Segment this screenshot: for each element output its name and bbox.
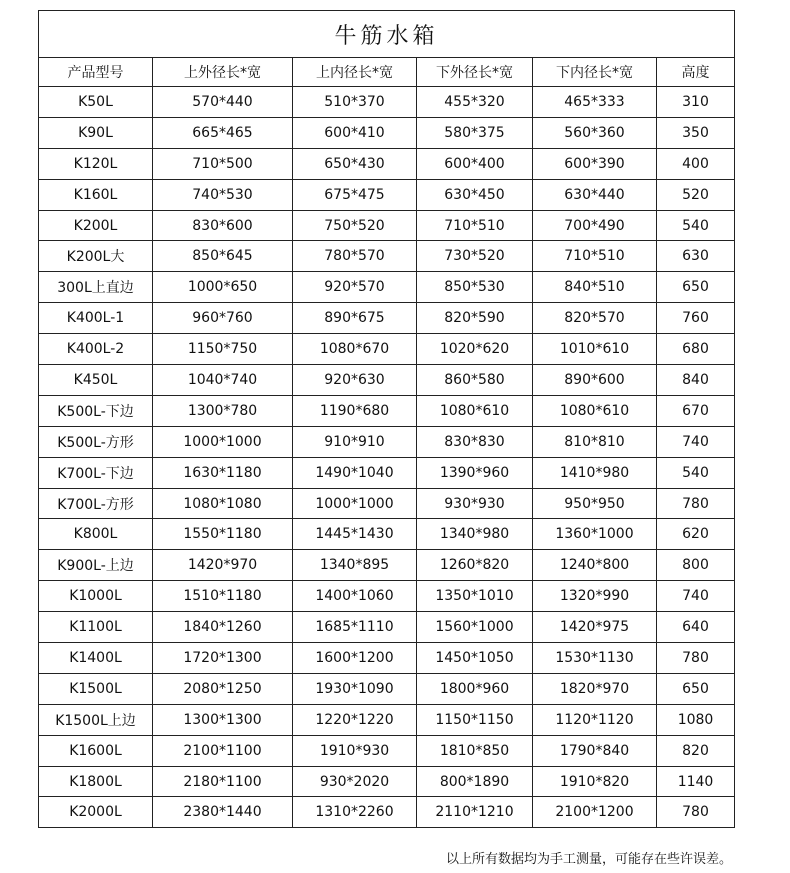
table-title: 牛筋水箱 xyxy=(39,11,735,58)
cell-top-outer: 665*465 xyxy=(153,117,293,148)
table-row xyxy=(39,210,735,241)
cell-height: 640 xyxy=(657,612,735,643)
cell-model: K160L xyxy=(39,179,153,210)
cell-bottom-inner: 1820*970 xyxy=(533,673,657,704)
cell-model: K500L-下边 xyxy=(39,395,153,426)
table-row xyxy=(39,457,735,488)
table-row xyxy=(39,365,735,396)
cell-bottom-inner: 600*390 xyxy=(533,148,657,179)
header-row xyxy=(39,58,735,87)
cell-top-outer: 1630*1180 xyxy=(153,457,293,488)
cell-height: 680 xyxy=(657,334,735,365)
table-body xyxy=(39,87,735,828)
cell-top-inner: 1190*680 xyxy=(293,395,417,426)
cell-height: 400 xyxy=(657,148,735,179)
header-bottom-inner: 下内径长*宽 xyxy=(533,58,657,87)
cell-height: 1140 xyxy=(657,766,735,797)
table-row xyxy=(39,735,735,766)
cell-bottom-inner: 1910*820 xyxy=(533,766,657,797)
table-row xyxy=(39,488,735,519)
cell-top-outer: 830*600 xyxy=(153,210,293,241)
table-row xyxy=(39,643,735,674)
cell-model: K500L-方形 xyxy=(39,426,153,457)
cell-height: 780 xyxy=(657,488,735,519)
table-row xyxy=(39,550,735,581)
table-row xyxy=(39,272,735,303)
cell-top-inner: 920*570 xyxy=(293,272,417,303)
cell-bottom-inner: 465*333 xyxy=(533,87,657,118)
cell-top-inner: 890*675 xyxy=(293,303,417,334)
cell-bottom-outer: 850*530 xyxy=(417,272,533,303)
table-row xyxy=(39,766,735,797)
header-top-inner: 上内径长*宽 xyxy=(293,58,417,87)
cell-bottom-inner: 1120*1120 xyxy=(533,704,657,735)
cell-height: 740 xyxy=(657,426,735,457)
cell-model: K1500L xyxy=(39,673,153,704)
cell-bottom-outer: 1350*1010 xyxy=(417,581,533,612)
table-row xyxy=(39,519,735,550)
cell-top-inner: 910*910 xyxy=(293,426,417,457)
cell-top-inner: 1340*895 xyxy=(293,550,417,581)
cell-height: 310 xyxy=(657,87,735,118)
cell-top-outer: 1510*1180 xyxy=(153,581,293,612)
cell-model: K800L xyxy=(39,519,153,550)
cell-bottom-inner: 810*810 xyxy=(533,426,657,457)
cell-height: 630 xyxy=(657,241,735,272)
cell-top-inner: 1685*1110 xyxy=(293,612,417,643)
cell-model: K1800L xyxy=(39,766,153,797)
spec-sheet xyxy=(38,10,734,828)
table-row xyxy=(39,673,735,704)
header-model: 产品型号 xyxy=(39,58,153,87)
cell-bottom-outer: 860*580 xyxy=(417,365,533,396)
cell-bottom-outer: 600*400 xyxy=(417,148,533,179)
cell-top-outer: 1720*1300 xyxy=(153,643,293,674)
table-row xyxy=(39,148,735,179)
cell-top-inner: 1220*1220 xyxy=(293,704,417,735)
cell-top-inner: 1445*1430 xyxy=(293,519,417,550)
cell-bottom-outer: 1390*960 xyxy=(417,457,533,488)
cell-height: 350 xyxy=(657,117,735,148)
cell-model: K1400L xyxy=(39,643,153,674)
cell-bottom-outer: 1340*980 xyxy=(417,519,533,550)
table-row xyxy=(39,612,735,643)
cell-height: 670 xyxy=(657,395,735,426)
cell-model: K2000L xyxy=(39,797,153,828)
cell-height: 650 xyxy=(657,272,735,303)
cell-bottom-inner: 840*510 xyxy=(533,272,657,303)
cell-height: 740 xyxy=(657,581,735,612)
cell-height: 540 xyxy=(657,210,735,241)
cell-top-outer: 570*440 xyxy=(153,87,293,118)
cell-bottom-outer: 730*520 xyxy=(417,241,533,272)
cell-model: K700L-方形 xyxy=(39,488,153,519)
cell-bottom-inner: 560*360 xyxy=(533,117,657,148)
cell-model: K200L xyxy=(39,210,153,241)
table-row xyxy=(39,334,735,365)
cell-bottom-inner: 1790*840 xyxy=(533,735,657,766)
cell-model: K1600L xyxy=(39,735,153,766)
cell-height: 620 xyxy=(657,519,735,550)
cell-height: 520 xyxy=(657,179,735,210)
cell-bottom-inner: 820*570 xyxy=(533,303,657,334)
cell-bottom-inner: 1320*990 xyxy=(533,581,657,612)
cell-top-inner: 675*475 xyxy=(293,179,417,210)
table-row xyxy=(39,87,735,118)
cell-top-inner: 1600*1200 xyxy=(293,643,417,674)
cell-bottom-inner: 1360*1000 xyxy=(533,519,657,550)
cell-height: 780 xyxy=(657,643,735,674)
cell-bottom-outer: 630*450 xyxy=(417,179,533,210)
footnote: 以上所有数据均为手工测量，可能存在些许误差。 xyxy=(445,852,732,867)
cell-bottom-inner: 1530*1130 xyxy=(533,643,657,674)
cell-model: K400L-1 xyxy=(39,303,153,334)
cell-bottom-outer: 1560*1000 xyxy=(417,612,533,643)
cell-model: 300L上直边 xyxy=(39,272,153,303)
cell-top-outer: 740*530 xyxy=(153,179,293,210)
table-row xyxy=(39,241,735,272)
cell-bottom-inner: 1420*975 xyxy=(533,612,657,643)
cell-height: 800 xyxy=(657,550,735,581)
cell-bottom-outer: 1260*820 xyxy=(417,550,533,581)
cell-bottom-outer: 1800*960 xyxy=(417,673,533,704)
cell-top-outer: 1420*970 xyxy=(153,550,293,581)
cell-height: 1080 xyxy=(657,704,735,735)
header-bottom-outer: 下外径长*宽 xyxy=(417,58,533,87)
cell-top-outer: 1150*750 xyxy=(153,334,293,365)
cell-model: K120L xyxy=(39,148,153,179)
header-top-outer: 上外径长*宽 xyxy=(153,58,293,87)
cell-top-inner: 1930*1090 xyxy=(293,673,417,704)
cell-bottom-outer: 1810*850 xyxy=(417,735,533,766)
cell-top-outer: 960*760 xyxy=(153,303,293,334)
cell-top-inner: 1310*2260 xyxy=(293,797,417,828)
cell-top-outer: 1000*650 xyxy=(153,272,293,303)
cell-top-outer: 1300*780 xyxy=(153,395,293,426)
table-row xyxy=(39,797,735,828)
cell-bottom-inner: 710*510 xyxy=(533,241,657,272)
cell-bottom-inner: 950*950 xyxy=(533,488,657,519)
table-row xyxy=(39,581,735,612)
cell-bottom-outer: 455*320 xyxy=(417,87,533,118)
cell-top-inner: 600*410 xyxy=(293,117,417,148)
cell-bottom-inner: 630*440 xyxy=(533,179,657,210)
cell-top-outer: 850*645 xyxy=(153,241,293,272)
cell-top-inner: 510*370 xyxy=(293,87,417,118)
cell-top-inner: 1000*1000 xyxy=(293,488,417,519)
cell-top-inner: 1910*930 xyxy=(293,735,417,766)
table-row xyxy=(39,117,735,148)
cell-bottom-inner: 1010*610 xyxy=(533,334,657,365)
cell-bottom-outer: 1080*610 xyxy=(417,395,533,426)
cell-model: K200L大 xyxy=(39,241,153,272)
cell-bottom-outer: 820*590 xyxy=(417,303,533,334)
cell-top-inner: 930*2020 xyxy=(293,766,417,797)
cell-bottom-inner: 1240*800 xyxy=(533,550,657,581)
cell-bottom-outer: 1020*620 xyxy=(417,334,533,365)
cell-bottom-outer: 930*930 xyxy=(417,488,533,519)
cell-model: K900L-上边 xyxy=(39,550,153,581)
cell-top-outer: 1040*740 xyxy=(153,365,293,396)
header-height: 高度 xyxy=(657,58,735,87)
cell-bottom-outer: 800*1890 xyxy=(417,766,533,797)
cell-top-outer: 1550*1180 xyxy=(153,519,293,550)
cell-bottom-outer: 830*830 xyxy=(417,426,533,457)
cell-top-outer: 2100*1100 xyxy=(153,735,293,766)
cell-height: 540 xyxy=(657,457,735,488)
table-row xyxy=(39,426,735,457)
cell-top-inner: 1400*1060 xyxy=(293,581,417,612)
cell-model: K90L xyxy=(39,117,153,148)
cell-top-outer: 710*500 xyxy=(153,148,293,179)
cell-bottom-outer: 710*510 xyxy=(417,210,533,241)
cell-bottom-inner: 890*600 xyxy=(533,365,657,396)
cell-bottom-inner: 1080*610 xyxy=(533,395,657,426)
table-row xyxy=(39,704,735,735)
cell-top-inner: 650*430 xyxy=(293,148,417,179)
cell-bottom-outer: 1450*1050 xyxy=(417,643,533,674)
table-row xyxy=(39,179,735,210)
cell-bottom-outer: 1150*1150 xyxy=(417,704,533,735)
cell-bottom-inner: 700*490 xyxy=(533,210,657,241)
table-row xyxy=(39,303,735,334)
cell-top-inner: 1080*670 xyxy=(293,334,417,365)
cell-top-outer: 1840*1260 xyxy=(153,612,293,643)
cell-top-outer: 2180*1100 xyxy=(153,766,293,797)
cell-top-inner: 1490*1040 xyxy=(293,457,417,488)
cell-model: K1100L xyxy=(39,612,153,643)
cell-model: K1000L xyxy=(39,581,153,612)
spec-table xyxy=(38,10,735,828)
cell-top-outer: 2380*1440 xyxy=(153,797,293,828)
cell-height: 780 xyxy=(657,797,735,828)
cell-bottom-outer: 580*375 xyxy=(417,117,533,148)
cell-height: 650 xyxy=(657,673,735,704)
cell-top-outer: 1000*1000 xyxy=(153,426,293,457)
cell-bottom-inner: 2100*1200 xyxy=(533,797,657,828)
cell-height: 820 xyxy=(657,735,735,766)
cell-bottom-inner: 1410*980 xyxy=(533,457,657,488)
cell-top-inner: 920*630 xyxy=(293,365,417,396)
cell-model: K1500L上边 xyxy=(39,704,153,735)
cell-top-inner: 750*520 xyxy=(293,210,417,241)
cell-top-outer: 1300*1300 xyxy=(153,704,293,735)
cell-top-outer: 1080*1080 xyxy=(153,488,293,519)
cell-model: K50L xyxy=(39,87,153,118)
cell-bottom-outer: 2110*1210 xyxy=(417,797,533,828)
cell-model: K700L-下边 xyxy=(39,457,153,488)
cell-top-outer: 2080*1250 xyxy=(153,673,293,704)
cell-height: 760 xyxy=(657,303,735,334)
cell-height: 840 xyxy=(657,365,735,396)
cell-model: K450L xyxy=(39,365,153,396)
cell-top-inner: 780*570 xyxy=(293,241,417,272)
table-row xyxy=(39,395,735,426)
cell-model: K400L-2 xyxy=(39,334,153,365)
